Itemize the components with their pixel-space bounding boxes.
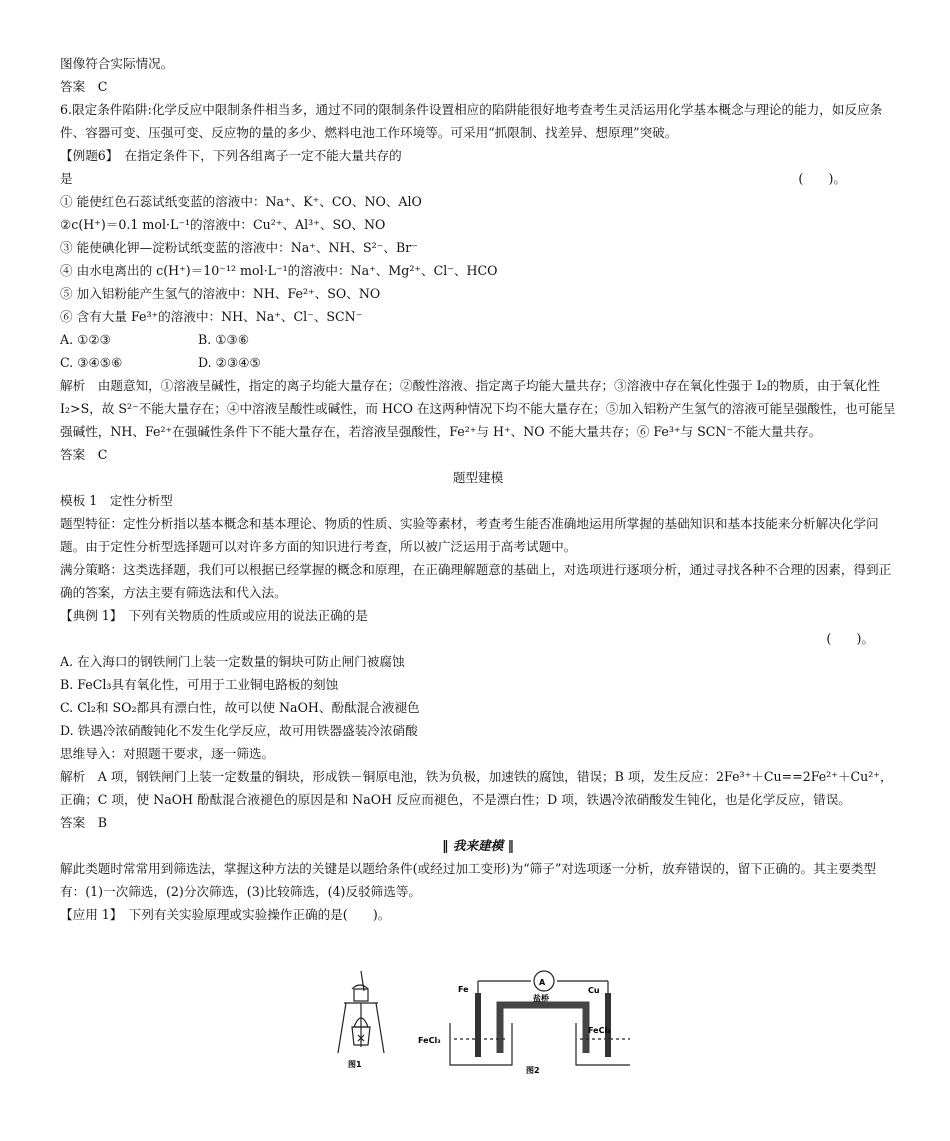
option-b: B. ①③⑥ xyxy=(198,332,250,347)
analysis-1: 解析 A 项，钢铁闸门上装一定数量的铜块，形成铁－铜原电池，铁为负极，加速铁的腐蚀，错误；B 项，发生反应：2Fe³⁺＋Cu==2Fe²⁺＋Cu²⁺，正确；C 项，使 NaOH 酚酞混合液褪色的原因是和 NaOH 反应而褪色，不是漂白性；D 项，铁遇冷浓硝酸发生钝化，也是化学反应，错误。 xyxy=(60,769,893,807)
answer-1: 答案 B xyxy=(60,815,108,830)
ion-group-3: ③ 能使碘化钾—淀粉试纸变蓝的溶液中：Na⁺、NH、S²⁻、Br⁻ xyxy=(60,240,418,255)
figure-1-tripod xyxy=(338,971,384,1053)
application-1-heading: 【应用 1】 下列有关实验原理或实验操作正确的是( )。 xyxy=(60,907,391,922)
typical-example-1-blank: ( )。 xyxy=(826,631,874,646)
trap-paragraph: 6.限定条件陷阱:化学反应中限制条件相当多，通过不同的限制条件设置相应的陷阱能很好地考查考生灵活运用化学基本概念与理论的能力，如反应条件、容器可变、压强可变、反应物的量的多少、燃料电池工作环境等。可采用“抓限制、找差异、想原理”突破。 xyxy=(60,102,883,140)
analysis-6: 解析 由题意知，①溶液呈碱性，指定的离子均能大量存在；②酸性溶液、指定离子均能大量共存；③溶液中存在氧化性强于 I₂的物质，由于氧化性 I₂>S，故 S²⁻不能大量存在；④中溶液呈酸性或碱性，而 HCO 在这两种情况下均不能大量存在；⑤加入铝粉产生氢气的溶液可能呈强酸性，也可能呈强碱性，NH、Fe²⁺在强碱性条件下不能大量存在，若溶液呈强酸性，Fe²⁺与 H⁺、NO 不能大量共存；⑥ Fe³⁺与 SCN⁻不能大量共存。 xyxy=(60,378,896,439)
ion-group-4: ④ 由水电离出的 c(H⁺)＝10⁻¹² mol·L⁻¹的溶液中：Na⁺、Mg²⁺、Cl⁻、HCO xyxy=(60,263,498,278)
option-a: A. ①②③ xyxy=(60,332,111,347)
modeling-paragraph: 解此类题时常常用到筛选法，掌握这种方法的关键是以题给条件(或经过加工变形)为“筛子”对选项逐一分析，放弃错误的，留下正确的。其主要类型有：(1)一次筛选，(2)分次筛选，(3)比较筛选，(4)反驳筛选等。 xyxy=(60,861,877,899)
apparatus-figures xyxy=(330,965,630,1075)
document-page xyxy=(60,52,896,926)
cu-label: Cu xyxy=(588,986,600,995)
choice-d: D. 铁遇冷浓硝酸钝化不发生化学反应，故可用铁器盛装冷浓硝酸 xyxy=(60,723,418,738)
choice-b: B. FeCl₃具有氧化性，可用于工业铜电路板的刻蚀 xyxy=(60,677,339,692)
example6-tail-text: 是 xyxy=(60,171,73,186)
example6-heading: 【例题6】 在指定条件下，下列各组离子一定不能大量共存的 xyxy=(60,148,402,163)
left-solution-label: FeCl₃ xyxy=(418,1036,441,1045)
template-1-heading: 模板 1 定性分析型 xyxy=(60,493,173,508)
answer-6: 答案 C xyxy=(60,447,108,462)
full-score-strategy: 满分策略：这类选择题，我们可以根据已经掌握的概念和原理，在正确理解题意的基础上，对选项进行逐项分析，通过寻找各种不合理的因素，得到正确的答案，方法主要有筛选法和代入法。 xyxy=(60,562,892,600)
figure-1-caption: 图1 xyxy=(348,1060,362,1069)
example6-answer-blank: ( )。 xyxy=(798,171,846,186)
apparatus-svg xyxy=(330,965,630,1075)
choice-c: C. Cl₂和 SO₂都具有漂白性，故可以使 NaOH、酚酞混合液褪色 xyxy=(60,700,420,715)
ion-group-1: ① 能使红色石蕊试纸变蓝的溶液中：Na⁺、K⁺、CO、NO、AlO xyxy=(60,194,422,209)
ion-group-6: ⑥ 含有大量 Fe³⁺的溶液中：NH、Na⁺、Cl⁻、SCN⁻ xyxy=(60,309,363,324)
option-d: D. ②③④⑤ xyxy=(198,355,261,370)
options-row-2 xyxy=(60,351,896,374)
fe-electrode xyxy=(475,993,481,1057)
section-title: 题型建模 xyxy=(452,470,504,485)
ion-group-2: ②c(H⁺)＝0.1 mol·L⁻¹的溶液中：Cu²⁺、Al³⁺、SO、NO xyxy=(60,217,386,232)
ion-group-5: ⑤ 加入铝粉能产生氢气的溶液中：NH、Fe²⁺、SO、NO xyxy=(60,286,381,301)
example6-tail xyxy=(60,167,896,190)
fe-label: Fe xyxy=(458,985,469,994)
options-row-1 xyxy=(60,328,896,351)
cu-electrode xyxy=(605,993,611,1057)
ammeter-label: A xyxy=(539,978,546,987)
figure-2-caption: 图2 xyxy=(526,1066,540,1075)
answer-line: 答案 C xyxy=(60,79,108,94)
choice-a: A. 在入海口的钢铁闸门上装一定数量的铜块可防止闸门被腐蚀 xyxy=(60,654,405,669)
salt-bridge-label: 盐桥 xyxy=(533,994,549,1003)
option-c: C. ③④⑤⑥ xyxy=(60,355,123,370)
right-solution-label: FeCl₃ xyxy=(588,1026,611,1035)
question-features: 题型特征：定性分析指以基本概念和基本理论、物质的性质、实验等素材，考查考生能否准确地运用所掌握的基础知识和基本技能来分析解决化学问题。由于定性分析型选择题可以对许多方面的知识进行考查，所以被广泛运用于高考试题中。 xyxy=(60,516,879,554)
typical-example-1-heading: 【典例 1】 下列有关物质的性质或应用的说法正确的是 xyxy=(60,608,368,623)
text-line: 图像符合实际情况。 xyxy=(60,56,174,71)
modeling-subheading: ‖ 我来建模 ‖ xyxy=(442,838,514,853)
thinking-guide: 思维导入：对照题干要求，逐一筛选。 xyxy=(60,746,275,761)
